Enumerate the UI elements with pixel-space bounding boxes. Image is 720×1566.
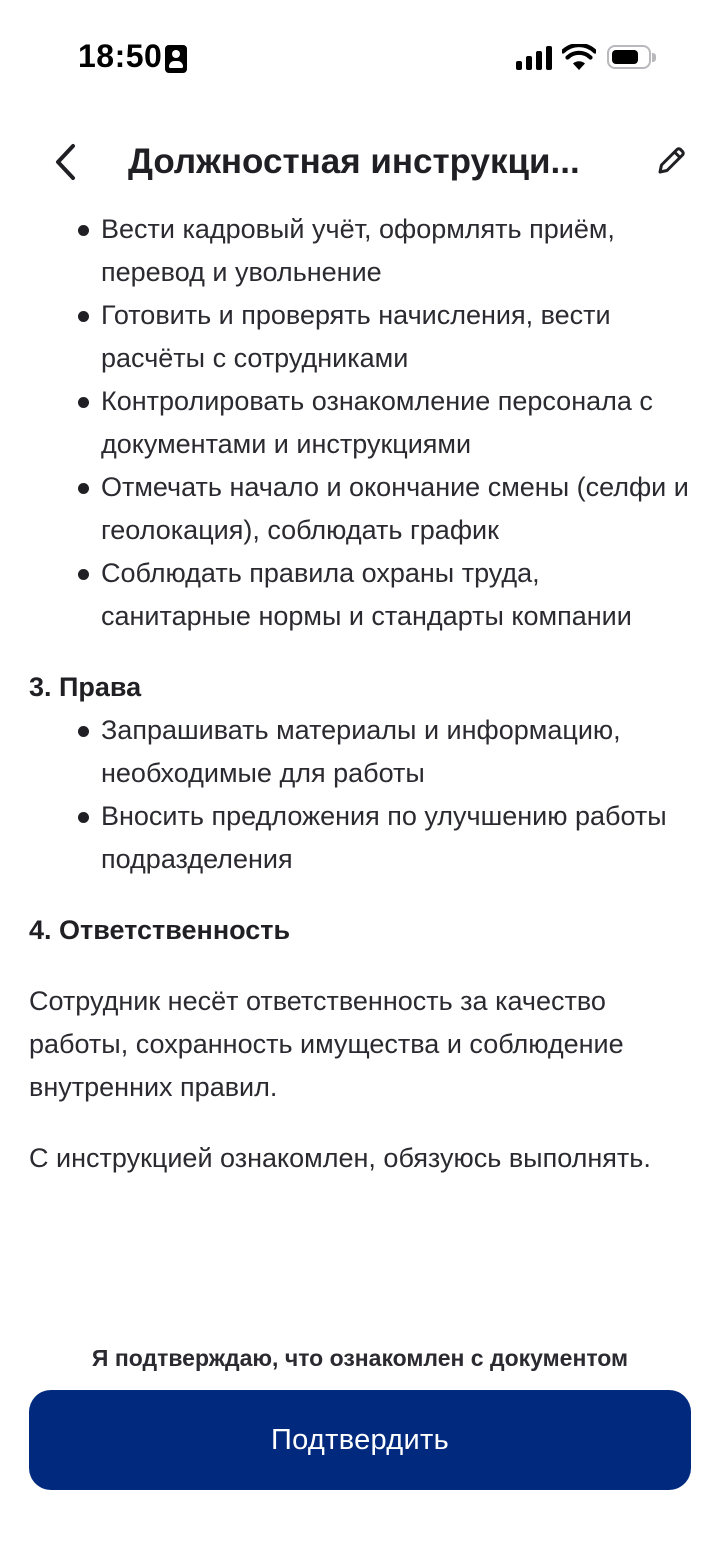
section-heading-rights: 3. Права [29,672,142,702]
list-item: Отмечать начало и окончание смены (селфи и геолокация), соблюдать график [29,466,694,552]
edit-button[interactable] [648,138,694,184]
list-item: Готовить и проверять начисления, вести расчёты с сотрудниками [29,294,694,380]
page-title: Должностная инструкци... [128,142,580,181]
responsibility-paragraph: Сотрудник несёт ответственность за качество работы, сохранность имущества и соблюдение внутренних правил. [29,986,624,1102]
confirm-button[interactable]: Подтвердить [29,1390,691,1490]
back-button[interactable] [40,136,92,188]
closing-paragraph: С инструкцией ознакомлен, обязуюсь выполнять. [29,1143,651,1173]
list-item: Соблюдать правила охраны труда, санитарные нормы и стандарты компании [29,552,694,638]
document-body [29,208,694,1180]
status-time: 18:50 [78,38,163,74]
navigation-header [0,120,720,204]
wifi-icon [562,44,596,72]
pencil-icon [654,144,688,178]
list-item: Вносить предложения по улучшению работы подразделения [29,795,694,881]
status-bar [0,0,720,110]
battery-icon [607,45,651,69]
battery-cap [652,53,656,62]
rights-list [29,709,694,881]
duties-list [29,208,694,638]
list-item: Вести кадровый учёт, оформлять приём, перевод и увольнение [29,208,694,294]
contact-card-icon [165,45,187,73]
section-heading-responsibility: 4. Ответственность [29,915,291,945]
document-content[interactable] [0,208,720,1338]
battery-level [612,50,638,64]
confirmation-note: Я подтверждаю, что ознакомлен с документом [91,1345,629,1371]
list-item: Запрашивать материалы и информацию, необходимые для работы [29,709,694,795]
chevron-left-icon [51,142,81,182]
list-item: Контролировать ознакомление персонала с документами и инструкциями [29,380,694,466]
cellular-signal-icon [516,46,552,70]
